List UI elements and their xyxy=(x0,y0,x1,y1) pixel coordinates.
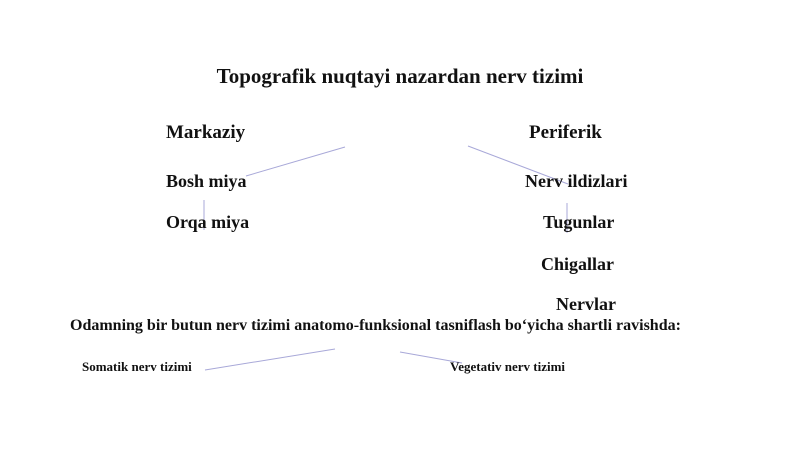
connector-markaziy-bosh-miya xyxy=(246,147,345,176)
heading-periferik: Periferik xyxy=(529,122,602,143)
item-bosh-miya: Bosh miya xyxy=(166,171,247,191)
item-orqa-miya: Orqa miya xyxy=(166,212,250,232)
item-chigallar: Chigallar xyxy=(541,254,615,274)
item-tugunlar: Tugunlar xyxy=(543,212,615,232)
classification-subtitle: Odamning bir butun nerv tizimi anatomo-funksional tasniflash bo‘yicha shartli ravishda: xyxy=(70,317,681,334)
item-vegetativ: Vegetativ nerv tizimi xyxy=(450,359,566,374)
connector-somatik xyxy=(205,349,335,370)
item-nerv-ildizlari: Nerv ildizlari xyxy=(525,171,628,191)
heading-markaziy: Markaziy xyxy=(166,122,246,143)
item-somatik: Somatik nerv tizimi xyxy=(82,359,192,374)
diagram-title: Topografik nuqtayi nazardan nerv tizimi xyxy=(216,64,584,88)
item-nervlar: Nervlar xyxy=(556,294,616,314)
